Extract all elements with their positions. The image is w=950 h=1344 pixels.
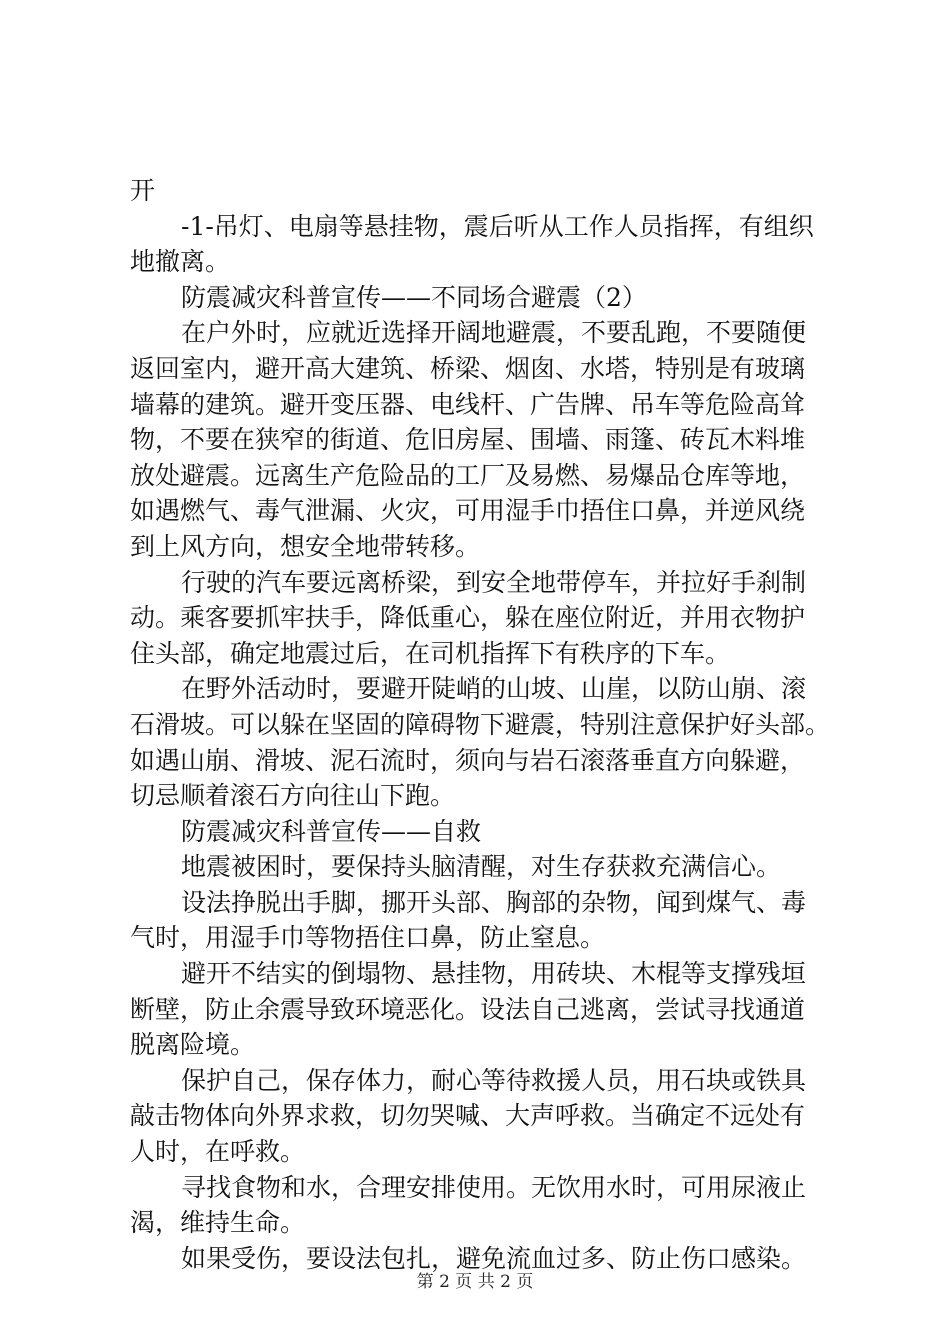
text-line: 敲击物体向外界求救，切勿哭喊、大声呼救。当确定不远处有 [130,1101,806,1131]
text-line: 防震减灾科普宣传——自救 [181,816,482,846]
text-line: 放处避震。远离生产危险品的工厂及易燃、易爆品仓库等地， [130,460,806,490]
text-line: 地撤离。 [130,247,231,277]
text-line: 到上风方向，想安全地带转移。 [130,531,481,561]
text-line: 如遇燃气、毒气泄漏、火灾，可用湿手巾捂住口鼻，并逆风绕 [130,496,806,526]
text-line: 行驶的汽车要远离桥梁，到安全地带停车，并拉好手刹制 [181,567,807,597]
text-line: 气时，用湿手巾等物捂住口鼻，防止窒息。 [130,923,606,953]
text-line: 断壁，防止余震导致环境恶化。设法自己逃离，尝试寻找通道 [130,994,806,1024]
text-line: 石滑坡。可以躲在坚固的障碍物下避震，特别注意保护好头部。 [130,709,831,739]
text-line: 地震被困时，要保持头脑清醒，对生存获救充满信心。 [181,852,782,882]
text-line: 在户外时，应就近选择开阔地避震，不要乱跑，不要随便 [181,318,807,348]
text-line: 设法挣脱出手脚，挪开头部、胸部的杂物，闻到煤气、毒 [181,887,807,917]
text-line: 物，不要在狭窄的街道、危旧房屋、围墙、雨篷、砖瓦木料堆 [130,425,806,455]
text-line: 墙幕的建筑。避开变压器、电线杆、广告牌、吊车等危险高耸 [130,389,806,419]
text-line: 动。乘客要抓牢扶手，降低重心，躲在座位附近，并用衣物护 [130,603,806,633]
text-line: 寻找食物和水，合理安排使用。无饮用水时，可用尿液止 [181,1172,807,1202]
text-line: -1-吊灯、电扇等悬挂物，震后听从工作人员指挥，有组织 [181,211,814,241]
text-line: 渴，维持生命。 [130,1208,306,1238]
text-line: 切忌顺着滚石方向往山下跑。 [130,781,456,811]
text-line: 在野外活动时，要避开陡峭的山坡、山崖，以防山崩、滚 [181,674,807,704]
text-line: 防震减灾科普宣传——不同场合避震（2） [181,282,647,312]
page-footer: 第 2 页 共 2 页 [416,1272,534,1292]
text-line: 保护自己，保存体力，耐心等待救援人员，用石块或铁具 [181,1065,807,1095]
text-line: 住头部，确定地震过后，在司机指挥下有秩序的下车。 [130,638,731,668]
text-line: 避开不结实的倒塌物、悬挂物，用砖块、木棍等支撑残垣 [181,959,807,989]
text-line: 如遇山崩、滑坡、泥石流时，须向与岩石滚落垂直方向躲避， [130,745,806,775]
text-line: 开 [130,176,156,205]
text-line: 如果受伤，要设法包扎，避免流血过多、防止伤口感染。 [181,1243,807,1273]
text-line: 返回室内，避开高大建筑、桥梁、烟囱、水塔，特别是有玻璃 [130,353,806,383]
text-line: 脱离险境。 [130,1030,256,1060]
text-line: 人时，在呼救。 [130,1137,306,1167]
document-body [130,173,830,1276]
